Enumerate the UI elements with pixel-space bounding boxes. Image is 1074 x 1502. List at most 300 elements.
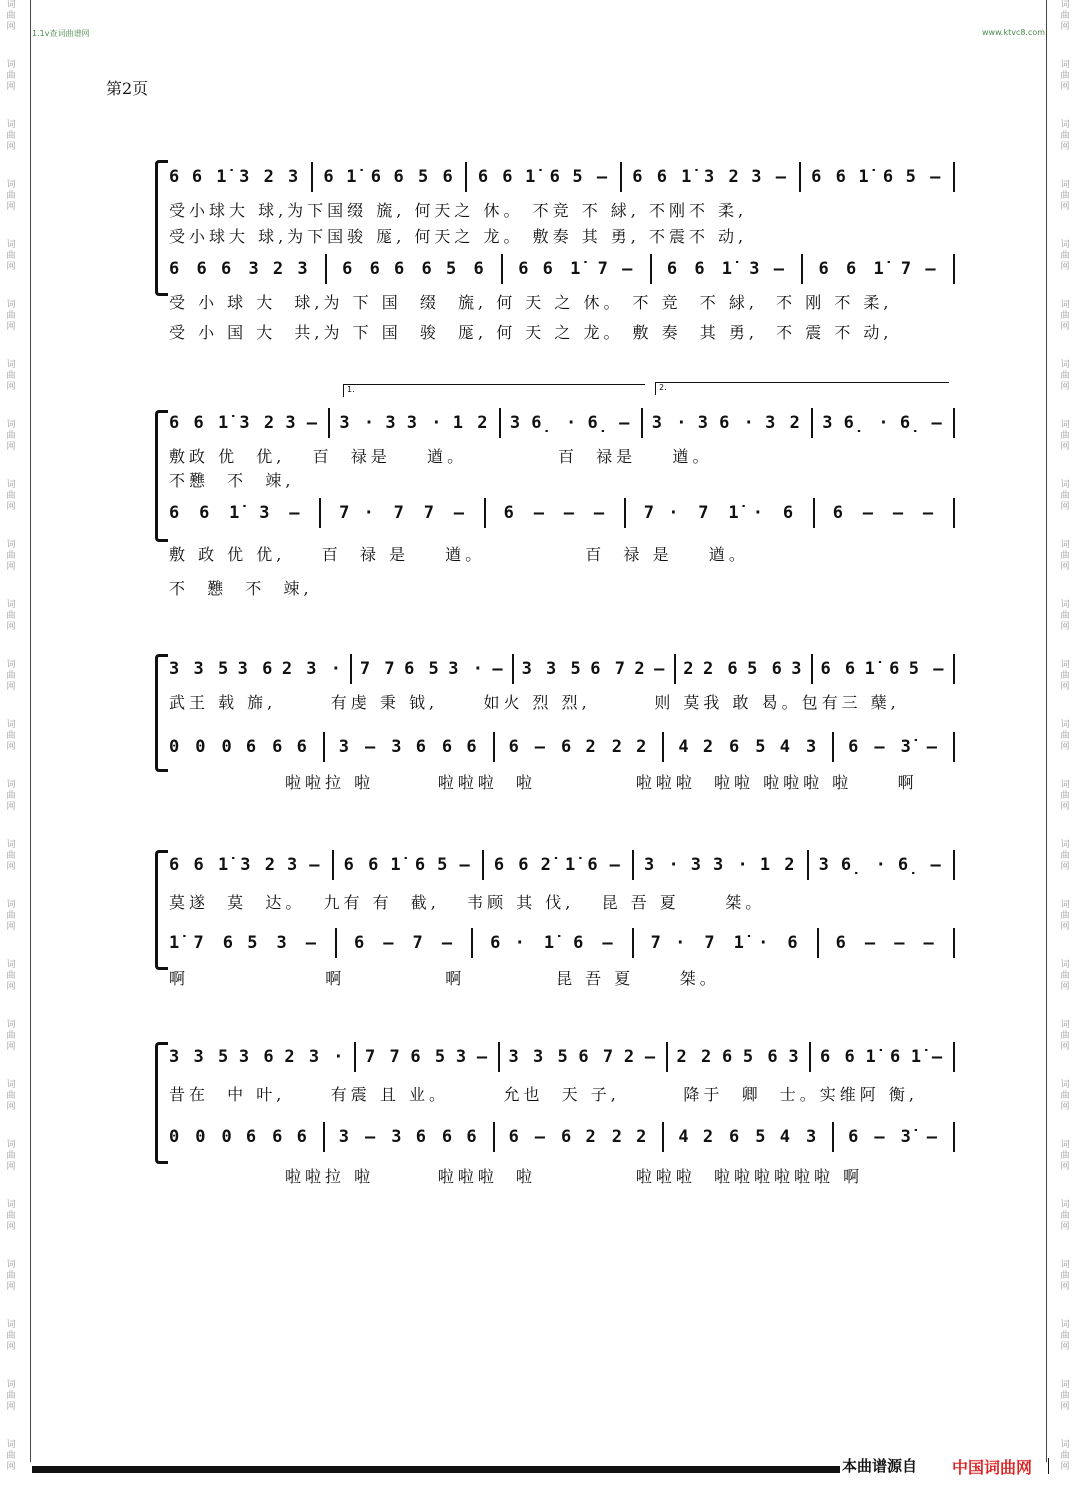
bar-line [641, 408, 643, 438]
note-group: 3 2 [765, 413, 802, 433]
note-group: 3 3 5 [508, 1047, 570, 1067]
note-group: 7 7 [364, 1047, 402, 1067]
staff-upper [169, 410, 955, 444]
note-group: – [309, 855, 322, 875]
staff-upper [169, 1044, 955, 1078]
note-group: – [383, 933, 396, 953]
note-group: 3 [338, 1127, 352, 1147]
note-group: 2 2 [611, 1127, 649, 1147]
lyric-line: 啊 啊 啊 昆 吾 夏 桀。 [169, 969, 720, 988]
note-group: 6 [354, 933, 367, 953]
footer-source-text: 本曲谱源自 [842, 1457, 918, 1475]
watermark-text: 词 曲 网 [1060, 300, 1070, 332]
note-group: 6 [845, 259, 859, 279]
note-group: – [922, 503, 936, 523]
bar-line [512, 654, 514, 684]
bar-line [953, 1122, 955, 1152]
note-group: – [602, 933, 615, 953]
note-group: 6 [199, 503, 212, 523]
note-group: 6̣ [899, 413, 923, 433]
note-group: 3 [385, 413, 398, 433]
watermark-text: 词 曲 网 [1060, 720, 1070, 752]
note-group: 6 [473, 259, 486, 279]
bar-line [953, 850, 955, 880]
watermark-text: 词 曲 网 [1060, 840, 1070, 872]
bar-line [832, 732, 834, 762]
bar-line [632, 928, 634, 958]
note-group: 1̇ 6 [865, 1047, 903, 1067]
note-group: 6̣ [587, 413, 610, 433]
note-group: 6 [342, 259, 355, 279]
note-group: 3 [259, 503, 272, 523]
note-group: 3 [818, 855, 831, 875]
note-group: 2 2 [676, 1047, 714, 1067]
left-side-watermark [4, 0, 18, 1500]
note-group: 6 [818, 259, 831, 279]
note-group: 6 [508, 737, 521, 757]
bar-line [811, 408, 813, 438]
note-group: 6 · [490, 933, 527, 953]
bar-line [499, 408, 501, 438]
bar-line [799, 162, 801, 192]
bar-line [632, 850, 634, 880]
system-2 [155, 406, 955, 606]
note-group: 3 · [651, 413, 689, 433]
volta-second: 2. [655, 382, 949, 395]
note-group: 0 [195, 737, 208, 757]
staff-lower [169, 930, 955, 964]
note-group: – [931, 1047, 945, 1067]
bar-line [817, 928, 819, 958]
note-group: – [305, 933, 318, 953]
note-group: 3 · [339, 413, 377, 433]
note-group: 3 2 [703, 167, 741, 187]
footer-bar [32, 1466, 840, 1473]
note-group: – [923, 933, 936, 953]
note-group: – [926, 737, 940, 757]
note-group: 6 6 [477, 167, 515, 187]
lyric-line: 受 小 球 大 球,为 下 国 缀 旒, 何 天 之 休。 不 竞 不 絿, 不 刚 不 柔, [169, 293, 893, 312]
page-right-edge [1046, 0, 1047, 1462]
note-group: 3 2 [240, 855, 277, 875]
watermark-text: 词 曲 网 [6, 360, 16, 392]
note-group: 7 – [597, 259, 635, 279]
watermark-text: 词 曲 网 [1060, 120, 1070, 152]
note-group: – [874, 737, 887, 757]
note-group: 6 6 [518, 259, 555, 279]
watermark-text: 词 曲 网 [1060, 780, 1070, 812]
note-group: 3 [697, 413, 710, 433]
lyric-line: 受小球大 球,为下国缀 旒, 何天之 休。 不竞 不 絿, 不刚不 柔, [169, 201, 748, 220]
note-group: 6 [729, 1127, 742, 1147]
note-group: 6 [503, 503, 516, 523]
note-group: 6 5 [410, 1047, 448, 1067]
note-group: 0 [195, 1127, 208, 1147]
bar-line [335, 928, 337, 958]
bar-line [493, 732, 495, 762]
bar-line [807, 850, 809, 880]
note-group: 5 [437, 855, 450, 875]
staff-lower [169, 1124, 955, 1158]
lyric-line: 武王 载 旆, 有虔 秉 钺, 如火 烈 烈, 则 莫我 敢 曷。包有三 蘖, [169, 693, 900, 712]
bar-line [323, 732, 325, 762]
note-group: 1̇ · [728, 503, 766, 523]
note-group: 3 [788, 1047, 801, 1067]
note-group: 7 [704, 933, 717, 953]
note-group: 1̇ [910, 1047, 924, 1067]
note-group: 5 – [905, 167, 943, 187]
watermark-text: 词 曲 网 [1060, 600, 1070, 632]
watermark-text: 词 曲 网 [1060, 1260, 1070, 1292]
note-group: 4 2 [678, 1127, 716, 1147]
system-4 [155, 848, 955, 998]
note-group: 6 [169, 167, 182, 187]
watermark-text: 词 曲 网 [6, 840, 16, 872]
watermark-text: 词 曲 网 [6, 420, 16, 452]
watermark-text: 词 曲 网 [6, 1260, 16, 1292]
bar-line [323, 1122, 325, 1152]
bar-line [332, 850, 334, 880]
system-brace [155, 654, 168, 772]
footer-brand-link[interactable]: 中国词曲网 [952, 1458, 1033, 1477]
watermark-text: 词 曲 网 [1060, 660, 1070, 692]
watermark-text: 词 曲 网 [6, 1320, 16, 1352]
note-group: 3 2 3 [248, 259, 310, 279]
note-group: 1̇ 7 [169, 933, 206, 953]
note-group: 2 2 [611, 737, 649, 757]
bar-line [493, 1122, 495, 1152]
lyric-line: 不戁 不 竦, [169, 471, 295, 490]
note-group: 0 [169, 1127, 182, 1147]
note-group: 6 [787, 933, 800, 953]
note-group: 6 2 [561, 737, 598, 757]
note-group: 1̇ 6 [346, 167, 383, 187]
note-group: 1̇ [543, 933, 557, 953]
watermark-text: 词 曲 网 [1060, 900, 1070, 932]
volta-first: 1. [343, 384, 645, 397]
staff-lower [169, 500, 955, 534]
note-group: – [453, 503, 467, 523]
note-group: – [926, 1127, 940, 1147]
bar-line [832, 1122, 834, 1152]
note-group: 3 [805, 1127, 819, 1147]
system-brace [155, 160, 168, 296]
note-group: 6̣ · [843, 413, 891, 433]
bar-line [471, 928, 473, 958]
note-group: – [930, 855, 943, 875]
system-5 [155, 1040, 955, 1190]
watermark-text: 词 曲 网 [6, 1200, 16, 1232]
watermark-text: 词 曲 网 [1060, 1320, 1070, 1352]
note-group: 6 6 [196, 259, 234, 279]
bar-line [311, 162, 313, 192]
note-group: – [862, 503, 876, 523]
note-group: – [894, 933, 907, 953]
bar-line [319, 498, 321, 528]
bar-line [953, 408, 955, 438]
note-group: 3 3 5 [521, 659, 583, 679]
system-brace [155, 850, 168, 970]
note-group: 6 6 [441, 1127, 479, 1147]
note-group: 7 · [643, 503, 681, 523]
watermark-text: 词 曲 网 [1060, 60, 1070, 92]
note-group: 6 5 [222, 933, 260, 953]
bar-line [801, 254, 803, 284]
watermark-text: 词 曲 网 [6, 300, 16, 332]
note-group: – [476, 1047, 490, 1067]
bar-line [953, 654, 955, 684]
note-group: 2 [683, 659, 696, 679]
bar-line [501, 254, 503, 284]
watermark-text: 词 曲 网 [6, 720, 16, 752]
watermark-text: 词 曲 网 [1060, 540, 1070, 572]
watermark-text: 词 曲 网 [6, 240, 16, 272]
note-group: 3 [805, 737, 819, 757]
note-group: 6 6 [272, 737, 309, 757]
watermark-text: 词 曲 网 [1060, 1200, 1070, 1232]
note-group: 6̣ · [531, 413, 579, 433]
note-group: – [874, 1127, 887, 1147]
staff-upper [169, 656, 955, 690]
watermark-text: 词 曲 网 [1060, 180, 1070, 212]
watermark-text: 词 曲 网 [1060, 240, 1070, 272]
bar-line [811, 654, 813, 684]
note-group: – [619, 413, 632, 433]
note-group: 6 [782, 503, 796, 523]
note-group: 6 1̇ [191, 167, 229, 187]
note-group: 2̇ 1̇ [540, 855, 578, 875]
note-group: 7 7 [359, 659, 397, 679]
bar-line [354, 1042, 356, 1072]
note-group: 6 6 [820, 1047, 857, 1067]
header-right-site[interactable]: www.ktvc8.com [982, 28, 1046, 37]
bar-line [465, 162, 467, 192]
note-group: 6 6 [820, 659, 858, 679]
note-group: 3̇ [900, 1127, 913, 1147]
bar-line [666, 1042, 668, 1072]
note-group: 7 [393, 503, 406, 523]
watermark-text: 词 曲 网 [6, 180, 16, 212]
watermark-text: 词 曲 网 [6, 1440, 16, 1472]
note-group: 6 [508, 1127, 521, 1147]
note-group: 3 3 5 [169, 1047, 231, 1067]
note-group: 6 6 [369, 259, 407, 279]
lyric-line: 莫遂 莫 达。 九有 有 截, 韦顾 其 伐, 昆 吾 夏 桀。 [169, 893, 766, 912]
watermark-text: 词 曲 网 [6, 0, 16, 32]
note-group: 1̇ [570, 259, 583, 279]
note-group: – [492, 659, 505, 679]
system-3 [155, 652, 955, 802]
note-group: – [289, 503, 302, 523]
watermark-text: 词 曲 网 [6, 660, 16, 692]
watermark-text: 词 曲 网 [6, 540, 16, 572]
header-left-site[interactable]: 1.1v查词曲谱网 [32, 29, 90, 38]
note-group: – [365, 1127, 378, 1147]
note-group: 2 3 · [284, 1047, 346, 1067]
system-1 [155, 158, 955, 348]
note-group: – [593, 503, 607, 523]
note-group: 1 2 [452, 413, 490, 433]
note-group: 6 [721, 1047, 735, 1067]
note-group: 0 [169, 737, 182, 757]
bar-line [953, 928, 955, 958]
bar-line [674, 654, 676, 684]
note-group: – [365, 737, 378, 757]
bar-line [624, 498, 626, 528]
bar-line [953, 162, 955, 192]
note-group: 5 6 [747, 659, 784, 679]
note-group: 2 [623, 1047, 637, 1067]
watermark-text: 词 曲 网 [6, 780, 16, 812]
note-group: 1̇ 6 [858, 167, 896, 187]
note-group: 6 6 [493, 855, 531, 875]
bar-line [809, 1042, 811, 1072]
note-group: 1̇ 6 [864, 659, 902, 679]
note-group: 3 6 [391, 737, 428, 757]
note-group: 2 3 · [281, 659, 343, 679]
note-group: – [306, 413, 320, 433]
staff-lower [169, 256, 955, 290]
note-group: – [892, 503, 906, 523]
watermark-text: 词 曲 网 [1060, 1440, 1070, 1472]
note-group: 6 6 [811, 167, 848, 187]
note-group: 6 6 1̇ [632, 167, 694, 187]
note-group: 1̇ [721, 259, 735, 279]
note-group: 1̇ [229, 503, 242, 523]
system-brace [155, 1042, 168, 1164]
watermark-text: 词 曲 网 [6, 480, 16, 512]
note-group: 6 [694, 259, 707, 279]
note-group: 6 [587, 855, 600, 875]
bar-line [325, 254, 327, 284]
lyric-line: 敷 政 优 优, 百 禄 是 遒。 百 禄 是 遒。 [169, 545, 749, 564]
note-group: 6 6 1̇ [169, 413, 231, 433]
note-group: 6 6 [343, 855, 381, 875]
note-group: 7 · [650, 933, 688, 953]
note-group: 6 [848, 1127, 861, 1147]
note-group: 6 5 [421, 259, 459, 279]
watermark-text: 词 曲 网 [6, 60, 16, 92]
note-group: 6 2 [561, 1127, 598, 1147]
note-group: 0 6 [221, 737, 259, 757]
note-group: 6 7 [578, 1047, 616, 1067]
bar-line [482, 850, 484, 880]
note-group: 1̇ 6 [525, 167, 562, 187]
note-group: 1̇ · [733, 933, 771, 953]
note-group: – [864, 933, 878, 953]
note-group: – [644, 1047, 658, 1067]
note-group: 5 – [908, 659, 946, 679]
note-group: 0 6 [221, 1127, 259, 1147]
note-group: 3 [276, 933, 289, 953]
note-group: 3 [287, 855, 300, 875]
watermark-text: 词 曲 网 [1060, 1080, 1070, 1112]
watermark-text: 词 曲 网 [1060, 1140, 1070, 1172]
note-group: 3 [509, 413, 523, 433]
page-left-edge [30, 0, 31, 1462]
page-label: 第2页 [106, 79, 149, 98]
note-group: 3 · [448, 659, 485, 679]
note-group: 1̇ [873, 259, 886, 279]
note-group: – [441, 933, 455, 953]
watermark-text: 词 曲 网 [1060, 1380, 1070, 1412]
watermark-text: 词 曲 网 [1060, 420, 1070, 452]
note-group: 5 6 [742, 1047, 780, 1067]
bar-line [813, 498, 815, 528]
note-group: 5 4 [755, 1127, 792, 1147]
note-group: 3 · [406, 413, 444, 433]
bar-line [953, 498, 955, 528]
bar-line [498, 1042, 500, 1072]
note-group: 6̣ · [840, 855, 888, 875]
watermark-text: 词 曲 网 [1060, 480, 1070, 512]
bar-line [620, 162, 622, 192]
note-group: 6 [666, 259, 680, 279]
bar-line [953, 1042, 955, 1072]
note-group: 6 [729, 737, 742, 757]
watermark-text: 词 曲 网 [1060, 1020, 1070, 1052]
note-group: – [609, 855, 622, 875]
note-group: 6 [169, 503, 182, 523]
note-group: 3 3 5 [169, 659, 231, 679]
note-group: 3 [822, 413, 835, 433]
note-group: – [534, 737, 548, 757]
watermark-text: 词 曲 网 [6, 1140, 16, 1172]
note-group: – [654, 659, 667, 679]
note-group: – [563, 503, 577, 523]
note-group: 2 6 [702, 659, 740, 679]
note-group: 3 6 [238, 1047, 276, 1067]
bar-line [662, 732, 664, 762]
note-group: 7 · [339, 503, 376, 523]
bar-line [484, 498, 486, 528]
note-group: 3̇ [900, 737, 913, 757]
note-group: 3 6 [237, 659, 275, 679]
note-group: 6 6 1̇ [169, 855, 231, 875]
note-group: 7 – [900, 259, 938, 279]
note-group: 6 5 6 [393, 167, 455, 187]
staff-lower [169, 734, 955, 768]
bar-line [662, 1122, 664, 1152]
note-group: 6 [169, 259, 182, 279]
lyric-line: 受小球大 球,为下国骏 厖, 何天之 龙。 敷奏 其 勇, 不震不 动, [169, 227, 748, 246]
note-group: 5 4 [755, 737, 792, 757]
note-group: 1̇ 6 [390, 855, 428, 875]
note-group: 6 · [719, 413, 756, 433]
bar-line [953, 254, 955, 284]
note-group: 6 6 [272, 1127, 309, 1147]
staff-upper [169, 164, 955, 198]
note-group: 6̣ [897, 855, 921, 875]
note-group: 3 · [713, 855, 750, 875]
note-group: 6 7 [590, 659, 627, 679]
watermark-text: 词 曲 网 [6, 120, 16, 152]
note-group: 5 – [572, 167, 610, 187]
watermark-text: 词 曲 网 [6, 900, 16, 932]
note-group: 3 2 [239, 413, 277, 433]
note-group: 1 2 [759, 855, 797, 875]
note-group: 6 [848, 737, 861, 757]
note-group: 3 – [751, 167, 788, 187]
lyric-line: 昔在 中 叶, 有震 且 业。 允也 天 子, 降于 卿 士。实维阿 衡, [169, 1085, 918, 1104]
note-group: 6 [832, 503, 845, 523]
watermark-text: 词 曲 网 [6, 600, 16, 632]
lyric-line: 敷政 优 优, 百 禄是 遒。 百 禄是 遒。 [169, 447, 713, 466]
note-group: 4 2 [678, 737, 716, 757]
lyric-line: 受 小 国 大 共,为 下 国 骏 厖, 何 天 之 龙。 敷 奏 其 勇, 不 震 不 动, [169, 323, 893, 342]
note-group: 3 [455, 1047, 469, 1067]
note-group: – [931, 413, 944, 433]
